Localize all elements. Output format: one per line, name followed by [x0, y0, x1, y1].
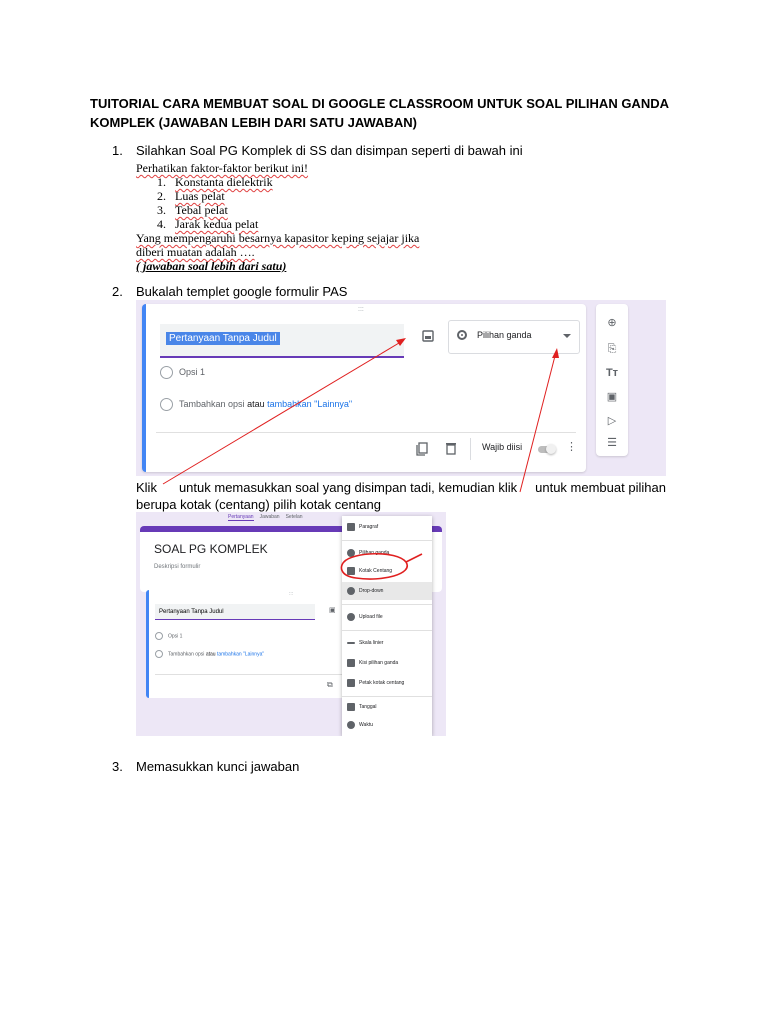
or-text: atau [205, 651, 216, 658]
form-description[interactable]: Deskripsi formulir [154, 564, 201, 570]
instruction-end: untuk membuat pilihan [535, 480, 666, 495]
list-item: 1. Konstanta dielektrik [157, 175, 273, 189]
problem-prompt: Perhatikan faktor-faktor berikut ini! [136, 161, 309, 175]
question-title-text: Pertanyaan Tanpa Judul [166, 332, 280, 345]
import-question-icon[interactable]: ⎘ [607, 343, 617, 355]
problem-question: Yang mempengaruhi besarnya kapasitor keping sejajar jika [136, 231, 420, 245]
menu-item[interactable]: Drop-down [342, 582, 432, 600]
divider [342, 540, 432, 541]
add-question-icon[interactable]: ⊕ [607, 317, 617, 329]
add-image-icon[interactable]: ▣ [606, 391, 618, 403]
question-title-input[interactable]: Pertanyaan Tanpa Judul [155, 604, 315, 620]
add-option-row [155, 650, 264, 658]
step-text: Memasukkan kunci jawaban [136, 759, 300, 774]
tab-setelan[interactable]: Setelan [285, 514, 303, 520]
divider [342, 696, 432, 697]
drag-handle[interactable]: ::: [358, 306, 364, 313]
add-option-link[interactable]: Tambahkan opsi [179, 398, 245, 409]
instruction-mid: untuk memasukkan soal yang disimpan tadi, kemudian klik [178, 480, 518, 495]
option-row[interactable]: Opsi 1 [160, 366, 205, 379]
problem-question-cont: diberi muatan adalah …. [136, 245, 255, 259]
list-item: 4. Jarak kedua pelat [157, 217, 259, 231]
menu-item[interactable]: Kisi pilihan ganda [342, 654, 432, 672]
instruction-click: Klik [136, 480, 157, 495]
annotation-circle [332, 548, 432, 588]
menu-item[interactable]: Petak kotak centang [342, 674, 432, 692]
tab-pertanyaan[interactable]: Pertanyaan [228, 514, 254, 520]
cloud-upload-icon [347, 613, 355, 621]
step-text: Silahkan Soal PG Komplek di SS dan disimpan seperti di bawah ini [136, 143, 523, 158]
required-label: Wajib diisi [482, 442, 523, 452]
menu-item[interactable]: Upload file [342, 608, 432, 626]
add-section-icon[interactable]: ☰ [607, 437, 617, 449]
add-other-link[interactable]: tambahkan "Lainnya" [216, 651, 265, 658]
step-text: Bukalah templet google formulir PAS [136, 284, 348, 299]
menu-item[interactable]: Waktu [342, 716, 432, 734]
add-video-icon[interactable]: ▷ [607, 415, 617, 427]
title-text-icon[interactable]: Tт [605, 367, 619, 379]
list-item: 3. Tebal pelat [157, 203, 228, 217]
form-tabs [228, 514, 309, 520]
divider [155, 674, 343, 675]
step-3 [0, 758, 768, 775]
list-item: 2. Luas pelat [157, 189, 225, 203]
menu-item[interactable]: Tanggal [342, 698, 432, 716]
question-type-label: Pilihan ganda [477, 330, 532, 340]
menu-item[interactable]: Pilihan ganda [342, 544, 432, 562]
option-row[interactable]: Opsi 1 [155, 632, 182, 640]
radio-icon [155, 650, 163, 658]
radio-icon [155, 632, 163, 640]
instruction [136, 479, 696, 496]
menu-item[interactable]: Skala linier [342, 634, 432, 652]
add-option-link[interactable]: Tambahkan opsi [168, 651, 205, 658]
grid-icon [347, 679, 355, 687]
form-screenshot-2 [136, 512, 446, 736]
grid-icon [347, 659, 355, 667]
tab-jawaban[interactable]: Jawaban [259, 514, 280, 520]
duplicate-icon[interactable]: ⧉ [327, 680, 333, 689]
or-text: atau [247, 398, 265, 409]
paragraph-icon [347, 523, 355, 531]
page-title: TUITORIAL CARA MEMBUAT SOAL DI GOOGLE CLASSROOM UNTUK SOAL PILIHAN GANDA KOMPLEK (JAWABAN LEBIH DARI SATU JAWABAN) [90, 96, 669, 130]
more-vert-icon[interactable]: ⋮ [566, 441, 577, 453]
step-number: 2. [112, 284, 123, 299]
divider [342, 604, 432, 605]
linear-scale-icon [347, 642, 355, 644]
clock-icon [347, 721, 355, 729]
calendar-icon [347, 703, 355, 711]
divider [342, 630, 432, 631]
step-number: 1. [112, 143, 123, 158]
form-title[interactable]: SOAL PG KOMPLEK [154, 542, 268, 556]
image-icon[interactable]: ▣ [329, 607, 336, 614]
add-other-link[interactable]: tambahkan "Lainnya" [267, 398, 353, 409]
problem-note: ( jawaban soal lebih dari satu) [136, 259, 287, 273]
menu-item[interactable]: Paragraf [342, 518, 432, 536]
question-card [146, 590, 349, 698]
menu-item[interactable]: Kotak Centang [342, 562, 432, 580]
step-number: 3. [112, 759, 123, 774]
instruction-line-2: berupa kotak (centang) pilih kotak centang [136, 497, 381, 512]
drag-handle[interactable]: ::: [289, 591, 294, 597]
